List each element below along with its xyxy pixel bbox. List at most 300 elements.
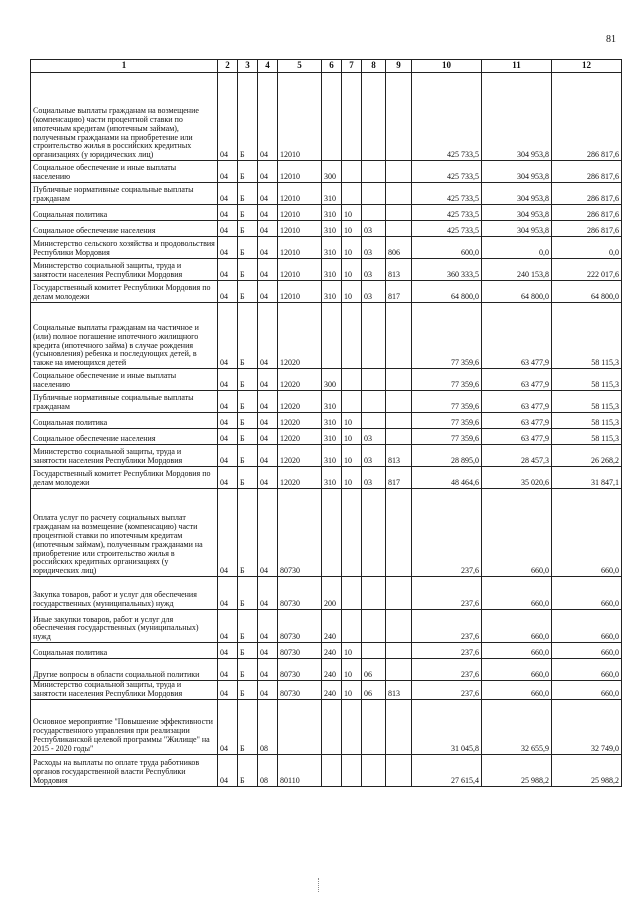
subdivision-code bbox=[362, 699, 386, 754]
column-header: 12 bbox=[552, 60, 622, 73]
value-col-12: 64 800,0 bbox=[552, 281, 622, 303]
target-code: 80730 bbox=[278, 489, 322, 577]
section-code: 04 bbox=[218, 237, 238, 259]
subcategory-code: 04 bbox=[258, 659, 278, 681]
division-code: 10 bbox=[342, 237, 362, 259]
expense-type-code: 240 bbox=[322, 681, 342, 700]
ministry-code: 813 bbox=[386, 259, 412, 281]
subdivision-code bbox=[362, 391, 386, 413]
division-code: 10 bbox=[342, 281, 362, 303]
value-col-11: 35 020,6 bbox=[482, 467, 552, 489]
target-code bbox=[278, 699, 322, 754]
ministry-code: 817 bbox=[386, 467, 412, 489]
value-col-12: 58 115,3 bbox=[552, 413, 622, 429]
expense-type-code: 240 bbox=[322, 659, 342, 681]
subcategory-code: 04 bbox=[258, 161, 278, 183]
column-header: 8 bbox=[362, 60, 386, 73]
division-code bbox=[342, 369, 362, 391]
target-code: 12010 bbox=[278, 205, 322, 221]
target-code: 80730 bbox=[278, 643, 322, 659]
value-col-11: 660,0 bbox=[482, 643, 552, 659]
column-header: 7 bbox=[342, 60, 362, 73]
target-code: 12010 bbox=[278, 237, 322, 259]
subcategory-code: 08 bbox=[258, 699, 278, 754]
category-code: Б bbox=[238, 259, 258, 281]
value-col-12: 660,0 bbox=[552, 643, 622, 659]
subdivision-code: 03 bbox=[362, 237, 386, 259]
table-row bbox=[31, 303, 622, 369]
column-header: 4 bbox=[258, 60, 278, 73]
subcategory-code: 04 bbox=[258, 205, 278, 221]
section-code: 04 bbox=[218, 489, 238, 577]
value-col-10: 360 333,5 bbox=[412, 259, 482, 281]
row-name: Основное мероприятие "Повышение эффективности государственного управления при реализации Республиканской целевой программы "Жилище" на 2015 - 2020 годы" bbox=[31, 699, 218, 754]
subcategory-code: 04 bbox=[258, 259, 278, 281]
row-name: Государственный комитет Республики Мордовия по делам молодежи bbox=[31, 467, 218, 489]
ministry-code: 813 bbox=[386, 445, 412, 467]
target-code: 12020 bbox=[278, 369, 322, 391]
value-col-10: 237,6 bbox=[412, 577, 482, 610]
ministry-code bbox=[386, 489, 412, 577]
subdivision-code: 06 bbox=[362, 681, 386, 700]
row-name: Министерство сельского хозяйства и продовольствия Республики Мордовия bbox=[31, 237, 218, 259]
category-code: Б bbox=[238, 413, 258, 429]
category-code: Б bbox=[238, 610, 258, 643]
row-name: Социальная политика bbox=[31, 643, 218, 659]
section-code: 04 bbox=[218, 643, 238, 659]
column-header: 1 bbox=[31, 60, 218, 73]
expense-type-code: 310 bbox=[322, 259, 342, 281]
value-col-11: 660,0 bbox=[482, 489, 552, 577]
target-code: 12010 bbox=[278, 183, 322, 205]
section-code: 04 bbox=[218, 429, 238, 445]
table-row bbox=[31, 281, 622, 303]
category-code: Б bbox=[238, 161, 258, 183]
category-code: Б bbox=[238, 467, 258, 489]
category-code: Б bbox=[238, 221, 258, 237]
category-code: Б bbox=[238, 391, 258, 413]
row-name: Социальное обеспечение населения bbox=[31, 221, 218, 237]
division-code bbox=[342, 577, 362, 610]
row-name: Закупка товаров, работ и услуг для обеспечения государственных (муниципальных) нужд bbox=[31, 577, 218, 610]
category-code: Б bbox=[238, 699, 258, 754]
column-header: 2 bbox=[218, 60, 238, 73]
subdivision-code: 03 bbox=[362, 429, 386, 445]
category-code: Б bbox=[238, 659, 258, 681]
value-col-12: 286 817,6 bbox=[552, 221, 622, 237]
ministry-code bbox=[386, 643, 412, 659]
row-name: Расходы на выплаты по оплате труда работников органов государственной власти Республики Мордовия bbox=[31, 754, 218, 786]
expense-type-code: 310 bbox=[322, 467, 342, 489]
target-code: 80730 bbox=[278, 659, 322, 681]
row-name: Социальное обеспечение и иные выплаты населению bbox=[31, 161, 218, 183]
value-col-12: 32 749,0 bbox=[552, 699, 622, 754]
section-code: 04 bbox=[218, 681, 238, 700]
table-row bbox=[31, 391, 622, 413]
value-col-12: 660,0 bbox=[552, 610, 622, 643]
expense-type-code: 300 bbox=[322, 369, 342, 391]
subdivision-code bbox=[362, 413, 386, 429]
row-name: Публичные нормативные социальные выплаты гражданам bbox=[31, 391, 218, 413]
row-name: Социальная политика bbox=[31, 205, 218, 221]
division-code bbox=[342, 183, 362, 205]
subcategory-code: 04 bbox=[258, 429, 278, 445]
division-code bbox=[342, 73, 362, 161]
table-row bbox=[31, 467, 622, 489]
subcategory-code: 08 bbox=[258, 754, 278, 786]
table-row bbox=[31, 73, 622, 161]
category-code: Б bbox=[238, 237, 258, 259]
subcategory-code: 04 bbox=[258, 610, 278, 643]
category-code: Б bbox=[238, 369, 258, 391]
table-row bbox=[31, 221, 622, 237]
table-row bbox=[31, 259, 622, 281]
value-col-12: 286 817,6 bbox=[552, 161, 622, 183]
subcategory-code: 04 bbox=[258, 391, 278, 413]
value-col-10: 64 800,0 bbox=[412, 281, 482, 303]
value-col-10: 425 733,5 bbox=[412, 73, 482, 161]
row-name: Социальное обеспечение населения bbox=[31, 429, 218, 445]
value-col-11: 240 153,8 bbox=[482, 259, 552, 281]
value-col-10: 237,6 bbox=[412, 489, 482, 577]
ministry-code bbox=[386, 183, 412, 205]
ministry-code bbox=[386, 577, 412, 610]
value-col-10: 237,6 bbox=[412, 659, 482, 681]
ministry-code: 806 bbox=[386, 237, 412, 259]
section-code: 04 bbox=[218, 221, 238, 237]
division-code: 10 bbox=[342, 643, 362, 659]
division-code bbox=[342, 489, 362, 577]
expense-type-code: 310 bbox=[322, 445, 342, 467]
value-col-12: 25 988,2 bbox=[552, 754, 622, 786]
budget-table bbox=[30, 59, 622, 787]
value-col-11: 304 953,8 bbox=[482, 205, 552, 221]
value-col-10: 31 045,8 bbox=[412, 699, 482, 754]
page-number: 81 bbox=[606, 34, 616, 45]
value-col-11: 63 477,9 bbox=[482, 369, 552, 391]
section-code: 04 bbox=[218, 577, 238, 610]
section-code: 04 bbox=[218, 445, 238, 467]
section-code: 04 bbox=[218, 369, 238, 391]
target-code: 12010 bbox=[278, 281, 322, 303]
target-code: 12010 bbox=[278, 259, 322, 281]
row-name: Министерство социальной защиты, труда и занятости населения Республики Мордовия bbox=[31, 445, 218, 467]
subdivision-code bbox=[362, 610, 386, 643]
division-code bbox=[342, 303, 362, 369]
value-col-10: 77 359,6 bbox=[412, 413, 482, 429]
section-code: 04 bbox=[218, 73, 238, 161]
division-code bbox=[342, 699, 362, 754]
subdivision-code bbox=[362, 489, 386, 577]
subcategory-code: 04 bbox=[258, 221, 278, 237]
value-col-10: 425 733,5 bbox=[412, 221, 482, 237]
category-code: Б bbox=[238, 577, 258, 610]
table-row bbox=[31, 161, 622, 183]
value-col-11: 63 477,9 bbox=[482, 413, 552, 429]
value-col-10: 425 733,5 bbox=[412, 183, 482, 205]
subcategory-code: 04 bbox=[258, 281, 278, 303]
ministry-code bbox=[386, 221, 412, 237]
value-col-12: 58 115,3 bbox=[552, 369, 622, 391]
section-code: 04 bbox=[218, 699, 238, 754]
ministry-code bbox=[386, 659, 412, 681]
expense-type-code bbox=[322, 489, 342, 577]
table-row bbox=[31, 429, 622, 445]
division-code bbox=[342, 391, 362, 413]
subdivision-code bbox=[362, 577, 386, 610]
value-col-10: 425 733,5 bbox=[412, 161, 482, 183]
target-code: 80730 bbox=[278, 577, 322, 610]
subcategory-code: 04 bbox=[258, 467, 278, 489]
value-col-11: 32 655,9 bbox=[482, 699, 552, 754]
value-col-11: 304 953,8 bbox=[482, 161, 552, 183]
category-code: Б bbox=[238, 681, 258, 700]
section-code: 04 bbox=[218, 183, 238, 205]
expense-type-code: 300 bbox=[322, 161, 342, 183]
value-col-11: 25 988,2 bbox=[482, 754, 552, 786]
table-row bbox=[31, 659, 622, 681]
subcategory-code: 04 bbox=[258, 369, 278, 391]
section-code: 04 bbox=[218, 610, 238, 643]
value-col-12: 286 817,6 bbox=[552, 183, 622, 205]
target-code: 12020 bbox=[278, 467, 322, 489]
value-col-10: 48 464,6 bbox=[412, 467, 482, 489]
value-col-12: 660,0 bbox=[552, 681, 622, 700]
category-code: Б bbox=[238, 429, 258, 445]
value-col-11: 0,0 bbox=[482, 237, 552, 259]
target-code: 12020 bbox=[278, 391, 322, 413]
value-col-11: 304 953,8 bbox=[482, 73, 552, 161]
value-col-12: 31 847,1 bbox=[552, 467, 622, 489]
subcategory-code: 04 bbox=[258, 73, 278, 161]
division-code: 10 bbox=[342, 413, 362, 429]
category-code: Б bbox=[238, 643, 258, 659]
subcategory-code: 04 bbox=[258, 577, 278, 610]
ministry-code bbox=[386, 303, 412, 369]
ministry-code bbox=[386, 73, 412, 161]
table-row bbox=[31, 643, 622, 659]
division-code: 10 bbox=[342, 429, 362, 445]
section-code: 04 bbox=[218, 303, 238, 369]
category-code: Б bbox=[238, 205, 258, 221]
row-name: Социальная политика bbox=[31, 413, 218, 429]
subcategory-code: 04 bbox=[258, 489, 278, 577]
subdivision-code: 03 bbox=[362, 221, 386, 237]
value-col-12: 222 017,6 bbox=[552, 259, 622, 281]
table-row bbox=[31, 369, 622, 391]
section-code: 04 bbox=[218, 467, 238, 489]
division-code: 10 bbox=[342, 659, 362, 681]
value-col-12: 660,0 bbox=[552, 577, 622, 610]
subcategory-code: 04 bbox=[258, 413, 278, 429]
value-col-10: 237,6 bbox=[412, 610, 482, 643]
category-code: Б bbox=[238, 281, 258, 303]
expense-type-code: 240 bbox=[322, 643, 342, 659]
value-col-12: 58 115,3 bbox=[552, 303, 622, 369]
table-row bbox=[31, 183, 622, 205]
division-code: 10 bbox=[342, 259, 362, 281]
division-code: 10 bbox=[342, 681, 362, 700]
expense-type-code: 310 bbox=[322, 281, 342, 303]
subcategory-code: 04 bbox=[258, 681, 278, 700]
column-header: 9 bbox=[386, 60, 412, 73]
expense-type-code: 310 bbox=[322, 221, 342, 237]
row-name: Социальное обеспечение и иные выплаты населению bbox=[31, 369, 218, 391]
column-header: 3 bbox=[238, 60, 258, 73]
subdivision-code: 03 bbox=[362, 467, 386, 489]
section-code: 04 bbox=[218, 205, 238, 221]
table-row bbox=[31, 610, 622, 643]
expense-type-code: 310 bbox=[322, 205, 342, 221]
subdivision-code: 03 bbox=[362, 445, 386, 467]
target-code: 12020 bbox=[278, 429, 322, 445]
row-name: Министерство социальной защиты, труда и занятости населения Республики Мордовия bbox=[31, 259, 218, 281]
scan-artifact bbox=[318, 878, 321, 892]
table-row bbox=[31, 489, 622, 577]
table-row bbox=[31, 237, 622, 259]
value-col-11: 28 457,3 bbox=[482, 445, 552, 467]
value-col-12: 660,0 bbox=[552, 659, 622, 681]
division-code: 10 bbox=[342, 221, 362, 237]
target-code: 12010 bbox=[278, 73, 322, 161]
subcategory-code: 04 bbox=[258, 237, 278, 259]
value-col-10: 28 895,0 bbox=[412, 445, 482, 467]
table-row bbox=[31, 205, 622, 221]
target-code: 80730 bbox=[278, 681, 322, 700]
ministry-code bbox=[386, 161, 412, 183]
section-code: 04 bbox=[218, 413, 238, 429]
division-code: 10 bbox=[342, 445, 362, 467]
section-code: 04 bbox=[218, 659, 238, 681]
section-code: 04 bbox=[218, 754, 238, 786]
expense-type-code: 310 bbox=[322, 391, 342, 413]
category-code: Б bbox=[238, 73, 258, 161]
target-code: 12010 bbox=[278, 161, 322, 183]
value-col-10: 77 359,6 bbox=[412, 303, 482, 369]
table-row bbox=[31, 445, 622, 467]
value-col-11: 660,0 bbox=[482, 577, 552, 610]
ministry-code bbox=[386, 391, 412, 413]
value-col-12: 58 115,3 bbox=[552, 391, 622, 413]
division-code bbox=[342, 161, 362, 183]
column-header: 10 bbox=[412, 60, 482, 73]
row-name: Министерство социальной защиты, труда и занятости населения Республики Мордовия bbox=[31, 681, 218, 700]
category-code: Б bbox=[238, 754, 258, 786]
target-code: 12020 bbox=[278, 445, 322, 467]
division-code: 10 bbox=[342, 467, 362, 489]
value-col-10: 237,6 bbox=[412, 643, 482, 659]
value-col-11: 660,0 bbox=[482, 681, 552, 700]
subcategory-code: 04 bbox=[258, 643, 278, 659]
subdivision-code bbox=[362, 161, 386, 183]
ministry-code bbox=[386, 699, 412, 754]
column-header: 11 bbox=[482, 60, 552, 73]
table-row bbox=[31, 413, 622, 429]
subdivision-code bbox=[362, 303, 386, 369]
ministry-code bbox=[386, 413, 412, 429]
ministry-code bbox=[386, 205, 412, 221]
value-col-10: 237,6 bbox=[412, 681, 482, 700]
value-col-12: 660,0 bbox=[552, 489, 622, 577]
value-col-10: 600,0 bbox=[412, 237, 482, 259]
category-code: Б bbox=[238, 183, 258, 205]
subcategory-code: 04 bbox=[258, 303, 278, 369]
expense-type-code: 310 bbox=[322, 413, 342, 429]
subcategory-code: 04 bbox=[258, 445, 278, 467]
division-code bbox=[342, 610, 362, 643]
expense-type-code: 310 bbox=[322, 237, 342, 259]
expense-type-code: 240 bbox=[322, 610, 342, 643]
value-col-11: 304 953,8 bbox=[482, 221, 552, 237]
expense-type-code: 310 bbox=[322, 183, 342, 205]
value-col-12: 0,0 bbox=[552, 237, 622, 259]
value-col-11: 660,0 bbox=[482, 610, 552, 643]
table-row bbox=[31, 754, 622, 786]
target-code: 12010 bbox=[278, 221, 322, 237]
target-code: 12020 bbox=[278, 413, 322, 429]
subdivision-code bbox=[362, 183, 386, 205]
subcategory-code: 04 bbox=[258, 183, 278, 205]
value-col-10: 425 733,5 bbox=[412, 205, 482, 221]
ministry-code bbox=[386, 369, 412, 391]
value-col-11: 63 477,9 bbox=[482, 429, 552, 445]
value-col-12: 58 115,3 bbox=[552, 429, 622, 445]
category-code: Б bbox=[238, 445, 258, 467]
row-name: Другие вопросы в области социальной политики bbox=[31, 659, 218, 681]
row-name: Публичные нормативные социальные выплаты гражданам bbox=[31, 183, 218, 205]
ministry-code: 817 bbox=[386, 281, 412, 303]
row-name: Оплата услуг по расчету социальных выплат гражданам на возмещение (компенсацию) части процентной ставки по ипотечным кредитам (ипотечным займам), полученным гражданами на приобретение или строительство жилья в российских кредитных организациях (у юридических лиц) bbox=[31, 489, 218, 577]
value-col-10: 77 359,6 bbox=[412, 429, 482, 445]
division-code bbox=[342, 754, 362, 786]
section-code: 04 bbox=[218, 161, 238, 183]
category-code: Б bbox=[238, 303, 258, 369]
table-row bbox=[31, 699, 622, 754]
target-code: 80730 bbox=[278, 610, 322, 643]
column-header: 6 bbox=[322, 60, 342, 73]
section-code: 04 bbox=[218, 391, 238, 413]
expense-type-code: 310 bbox=[322, 429, 342, 445]
expense-type-code bbox=[322, 303, 342, 369]
value-col-11: 63 477,9 bbox=[482, 303, 552, 369]
ministry-code bbox=[386, 754, 412, 786]
value-col-11: 660,0 bbox=[482, 659, 552, 681]
expense-type-code: 200 bbox=[322, 577, 342, 610]
value-col-11: 63 477,9 bbox=[482, 391, 552, 413]
category-code: Б bbox=[238, 489, 258, 577]
value-col-12: 286 817,6 bbox=[552, 205, 622, 221]
value-col-12: 286 817,6 bbox=[552, 73, 622, 161]
row-name: Социальные выплаты гражданам на частичное и (или) полное погашение ипотечного жилищного кредита (ипотечного займа) в случае рождения (усыновления) ребенка и последующих детей, в также на имеющихся детей bbox=[31, 303, 218, 369]
value-col-10: 27 615,4 bbox=[412, 754, 482, 786]
value-col-12: 26 268,2 bbox=[552, 445, 622, 467]
section-code: 04 bbox=[218, 259, 238, 281]
table-row bbox=[31, 681, 622, 700]
value-col-10: 77 359,6 bbox=[412, 391, 482, 413]
division-code: 10 bbox=[342, 205, 362, 221]
section-code: 04 bbox=[218, 281, 238, 303]
target-code: 80110 bbox=[278, 754, 322, 786]
row-name: Иные закупки товаров, работ и услуг для обеспечения государственных (муниципальных) нужд bbox=[31, 610, 218, 643]
column-header: 5 bbox=[278, 60, 322, 73]
subdivision-code bbox=[362, 205, 386, 221]
expense-type-code bbox=[322, 754, 342, 786]
value-col-11: 64 800,0 bbox=[482, 281, 552, 303]
target-code: 12020 bbox=[278, 303, 322, 369]
header-row bbox=[31, 60, 622, 73]
ministry-code bbox=[386, 429, 412, 445]
subdivision-code bbox=[362, 369, 386, 391]
